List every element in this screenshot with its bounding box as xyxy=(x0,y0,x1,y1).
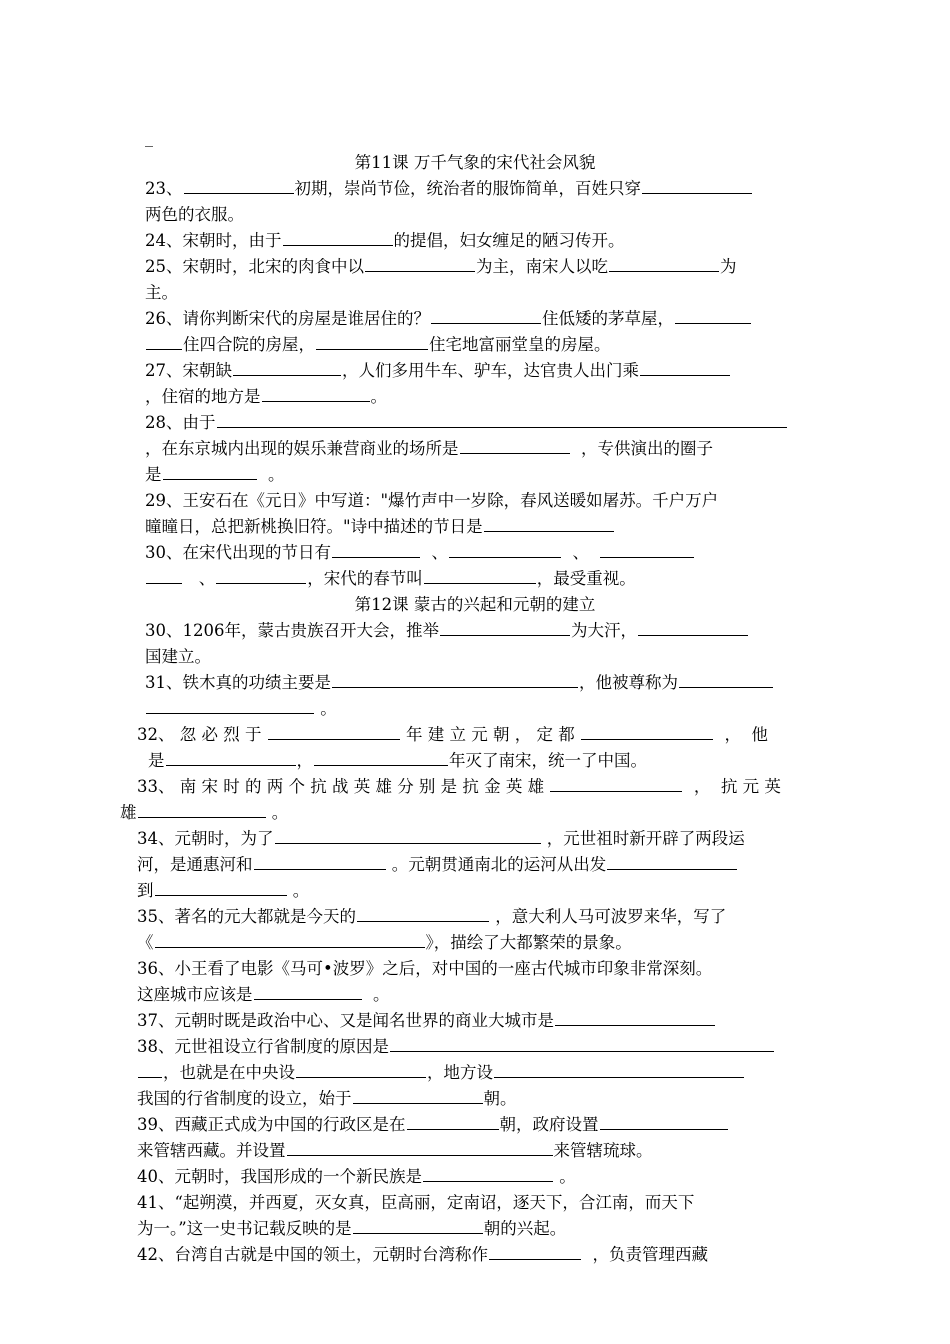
question-line xyxy=(137,878,809,904)
question-line xyxy=(137,722,809,748)
line-text: 40、元朝时，我国形成的一个新民族是 xyxy=(137,1167,422,1186)
line-text: 为大汗， xyxy=(571,621,637,640)
line-text: 国建立。 xyxy=(145,647,211,666)
line-text: 主。 xyxy=(145,283,178,302)
question-line xyxy=(137,904,809,930)
line-text: ，在东京城内出现的娱乐兼营商业的场所是 xyxy=(145,439,459,458)
line-text: 初期，崇尚节俭，统治者的服饰简单，百姓只穿 xyxy=(294,179,641,198)
answer-blank[interactable] xyxy=(484,514,614,532)
answer-blank[interactable] xyxy=(163,462,257,480)
question-line xyxy=(145,436,817,462)
line-text: 两色的衣服。 xyxy=(145,205,244,224)
question-line xyxy=(137,956,809,982)
answer-blank[interactable] xyxy=(555,1008,715,1026)
answer-blank[interactable] xyxy=(460,436,570,454)
answer-blank[interactable] xyxy=(316,332,428,350)
answer-blank[interactable] xyxy=(332,670,578,688)
line-text: 。 xyxy=(287,881,310,900)
line-text: ，地方设 xyxy=(427,1063,493,1082)
line-text: ，意大利人马可波罗来华，写了 xyxy=(490,907,727,926)
corner-mark: _ xyxy=(145,128,153,147)
line-text: 为主，南宋人以吃 xyxy=(476,257,608,276)
line-text: 。 xyxy=(554,1167,576,1186)
line-text: 29、王安石在《元日》中写道："爆竹声中一岁除，春风送暖如屠苏。千户万户 xyxy=(145,491,719,510)
question-line xyxy=(145,670,817,696)
question-line xyxy=(145,384,817,410)
line-text: 年灭了南宋，统一了中国。 xyxy=(449,751,647,770)
line-text: 。元朝贯通南北的运河从出发 xyxy=(386,855,607,874)
line-text: 来管辖琉球。 xyxy=(553,1141,653,1160)
line-text: ，专供演出的圈子 xyxy=(570,439,713,458)
line-text: 42、台湾自古就是中国的领土，元朝时台湾称作 xyxy=(137,1245,488,1264)
question-line xyxy=(137,1034,809,1060)
question-line xyxy=(137,1086,809,1112)
line-text: ， 抗 元 英 xyxy=(683,777,781,796)
question-line xyxy=(145,358,817,384)
question-line xyxy=(137,1190,809,1216)
answer-blank[interactable] xyxy=(275,826,541,844)
line-text: 32、 忽 必 烈 于 xyxy=(137,725,267,744)
answer-blank[interactable] xyxy=(155,878,287,896)
answer-blank[interactable] xyxy=(357,904,489,922)
line-text: 26、请你判断宋代的房屋是谁居住的？ xyxy=(145,309,430,328)
question-line xyxy=(137,1008,809,1034)
line-text: 为一。”这一史书记载反映的是 xyxy=(137,1219,352,1238)
line-text: 。 xyxy=(315,699,337,718)
question-line xyxy=(145,280,817,306)
answer-blank[interactable] xyxy=(489,1242,581,1260)
line-text: 朝。 xyxy=(483,1089,517,1108)
question-line xyxy=(137,930,809,956)
line-text: 是 xyxy=(148,751,165,770)
question-line xyxy=(145,462,817,488)
question-line xyxy=(137,852,809,878)
line-text: 25、宋朝时，北宋的肉食中以 xyxy=(145,257,364,276)
answer-blank[interactable] xyxy=(440,618,570,636)
line-text: 33、 南 宋 时 的 两 个 抗 战 英 雄 分 别 是 抗 金 英 雄 xyxy=(137,777,550,796)
answer-blank[interactable] xyxy=(494,1060,744,1078)
line-text: 、 xyxy=(421,543,448,562)
question-line xyxy=(145,644,817,670)
question-line xyxy=(145,176,817,202)
answer-blank[interactable] xyxy=(287,1138,553,1156)
answer-blank[interactable] xyxy=(216,566,306,584)
answer-blank[interactable] xyxy=(600,1112,728,1130)
question-line xyxy=(137,774,809,800)
question-line xyxy=(145,332,817,358)
line-text: 的提倡，妇女缠足的陋习传开。 xyxy=(393,231,625,250)
line-text: 24、宋朝时，由于 xyxy=(145,231,282,250)
line-text: 曈曈日，总把新桃换旧符。"诗中描述的节日是 xyxy=(145,517,483,536)
line-text: ，负责管理西藏 xyxy=(582,1245,708,1264)
answer-blank[interactable] xyxy=(332,540,420,558)
line-text: 37、元朝时既是政治中心、又是闻名世界的商业大城市是 xyxy=(137,1011,554,1030)
line-text: ，人们多用牛车、驴车，达官贵人出门乘 xyxy=(342,361,639,380)
answer-blank[interactable] xyxy=(449,540,561,558)
answer-blank[interactable] xyxy=(296,1060,426,1078)
line-text: 31、铁木真的功绩主要是 xyxy=(145,673,331,692)
question-line xyxy=(145,696,817,722)
answer-blank[interactable] xyxy=(424,566,536,584)
line-text: 朝，政府设置 xyxy=(499,1115,599,1134)
question-line xyxy=(148,748,820,774)
line-text: 我国的行省制度的设立，始于 xyxy=(137,1089,352,1108)
answer-blank[interactable] xyxy=(638,618,748,636)
line-text: 河，是通惠河和 xyxy=(137,855,253,874)
answer-blank[interactable] xyxy=(146,332,182,350)
line-text: 年 建 立 元 朝 ， 定 都 xyxy=(400,725,580,744)
answer-blank[interactable] xyxy=(146,566,182,584)
answer-blank[interactable] xyxy=(254,852,386,870)
line-text: 朝的兴起。 xyxy=(483,1219,567,1238)
answer-blank[interactable] xyxy=(166,748,296,766)
line-text: 住低矮的茅草屋， xyxy=(542,309,674,328)
line-text: 第12课 蒙古的兴起和元朝的建立 xyxy=(354,595,596,614)
line-text: 35、著名的元大都就是今天的 xyxy=(137,907,356,926)
line-text: 来管辖西藏。并设置 xyxy=(137,1141,286,1160)
question-line xyxy=(145,540,817,566)
answer-blank[interactable] xyxy=(138,800,266,818)
question-line xyxy=(137,1112,809,1138)
line-text: ， xyxy=(296,751,313,770)
line-text: 23、 xyxy=(145,179,183,198)
answer-blank[interactable] xyxy=(283,228,393,246)
line-text: 《 xyxy=(137,933,154,952)
line-text: 这座城市应该是 xyxy=(137,985,253,1004)
question-line xyxy=(145,228,817,254)
question-line xyxy=(137,1216,809,1242)
answer-blank[interactable] xyxy=(353,1216,483,1234)
answer-blank[interactable] xyxy=(390,1034,774,1052)
answer-blank[interactable] xyxy=(268,722,400,740)
question-line xyxy=(137,1060,809,1086)
question-line xyxy=(145,202,817,228)
answer-blank[interactable] xyxy=(431,306,541,324)
answer-blank[interactable] xyxy=(581,722,713,740)
line-text: ，也就是在中央设 xyxy=(163,1063,295,1082)
answer-blank[interactable] xyxy=(407,1112,499,1130)
line-text: 39、西藏正式成为中国的行政区是在 xyxy=(137,1115,406,1134)
question-line xyxy=(137,1164,809,1190)
question-line xyxy=(120,800,792,826)
answer-blank[interactable] xyxy=(365,254,475,272)
line-text: ，他被尊称为 xyxy=(579,673,678,692)
line-text: 27、宋朝缺 xyxy=(145,361,232,380)
line-text: 住四合院的房屋， xyxy=(183,335,315,354)
question-line xyxy=(145,488,817,514)
question-line xyxy=(145,566,817,592)
line-text: 30、在宋代出现的节日有 xyxy=(145,543,331,562)
line-text: 30、1206年，蒙古贵族召开大会，推举 xyxy=(145,621,439,640)
question-line xyxy=(145,254,817,280)
answer-blank[interactable] xyxy=(233,358,341,376)
line-text: 38、元世祖设立行省制度的原因是 xyxy=(137,1037,389,1056)
lesson-title xyxy=(0,150,950,176)
line-text: 为 xyxy=(720,257,737,276)
question-line xyxy=(145,306,817,332)
line-text: 34、元朝时，为了 xyxy=(137,829,274,848)
answer-blank[interactable] xyxy=(675,306,751,324)
answer-blank[interactable] xyxy=(640,358,730,376)
line-text: 。 xyxy=(362,985,390,1004)
line-text: 是 xyxy=(145,465,162,484)
answer-blank[interactable] xyxy=(262,384,370,402)
line-text: ，宋代的春节叫 xyxy=(307,569,423,588)
question-line xyxy=(145,410,817,436)
answer-blank[interactable] xyxy=(353,1086,483,1104)
line-text: 28、由于 xyxy=(145,413,216,432)
answer-blank[interactable] xyxy=(600,540,694,558)
line-text: 。 xyxy=(370,387,387,406)
question-line xyxy=(137,1242,809,1268)
question-line xyxy=(137,826,809,852)
line-text: 》，描绘了大都繁荣的景象。 xyxy=(425,933,632,952)
answer-blank[interactable] xyxy=(609,254,719,272)
line-text: 41、“起朔漠，并西夏，灭女真，臣高丽，定南诏，逐天下，合江南，而天下 xyxy=(137,1193,695,1212)
line-text: 雄 xyxy=(120,803,137,822)
question-line xyxy=(145,618,817,644)
line-text: 。 xyxy=(266,803,289,822)
lesson-title xyxy=(0,592,950,618)
question-line xyxy=(137,1138,809,1164)
line-text: 。 xyxy=(257,465,285,484)
question-line xyxy=(137,982,809,1008)
line-text: 36、小王看了电影《马可•波罗》之后，对中国的一座古代城市印象非常深刻。 xyxy=(137,959,713,978)
answer-blank[interactable] xyxy=(254,982,362,1000)
line-text: ，住宿的地方是 xyxy=(145,387,261,406)
answer-blank[interactable] xyxy=(184,176,294,194)
answer-blank[interactable] xyxy=(423,1164,553,1182)
answer-blank[interactable] xyxy=(217,410,787,428)
line-text: ，元世祖时新开辟了两段运 xyxy=(541,829,745,848)
answer-blank[interactable] xyxy=(155,930,425,948)
answer-blank[interactable] xyxy=(679,670,773,688)
answer-blank[interactable] xyxy=(607,852,737,870)
answer-blank[interactable] xyxy=(138,1060,162,1078)
line-text: 第11课 万千气象的宋代社会风貌 xyxy=(354,153,596,172)
answer-blank[interactable] xyxy=(314,748,448,766)
line-text: 住宅地富丽堂皇的房屋。 xyxy=(429,335,611,354)
question-line xyxy=(145,514,817,540)
answer-blank[interactable] xyxy=(550,774,682,792)
line-text: 、 xyxy=(183,569,216,588)
answer-blank[interactable] xyxy=(146,696,314,714)
answer-blank[interactable] xyxy=(642,176,752,194)
line-text: 、 xyxy=(562,543,600,562)
line-text: ，最受重视。 xyxy=(536,569,636,588)
line-text: ， 他 xyxy=(713,725,768,744)
line-text: 到 xyxy=(137,881,154,900)
